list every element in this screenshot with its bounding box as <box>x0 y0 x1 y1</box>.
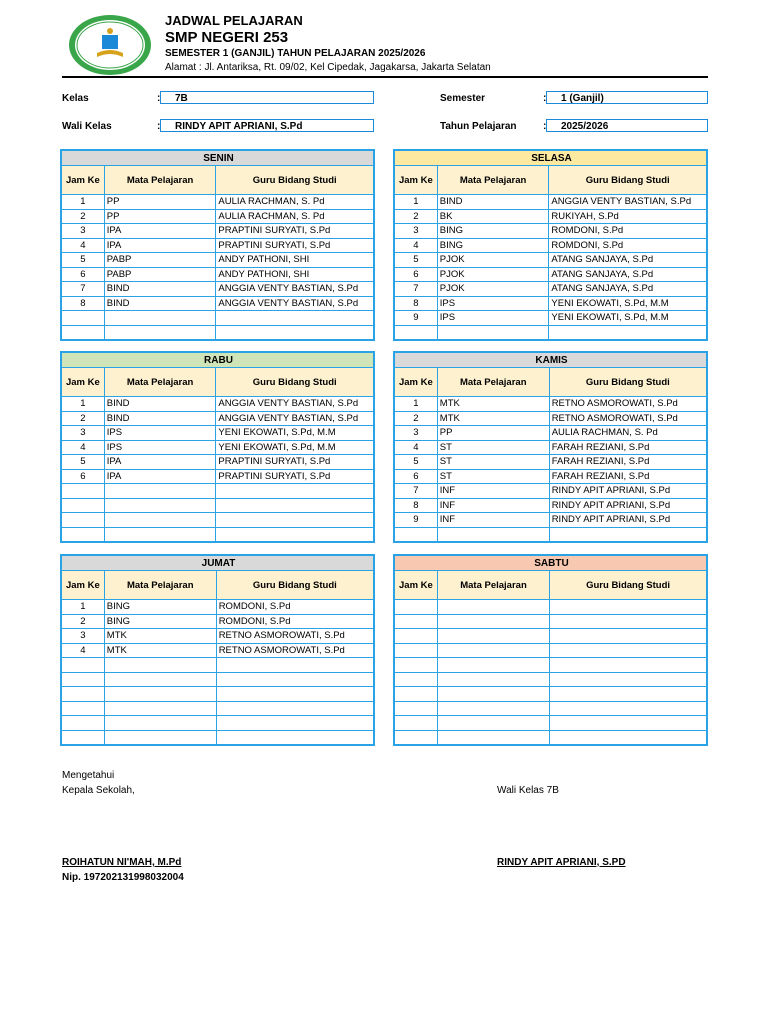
subject-cell: PP <box>104 209 216 224</box>
jam-cell: 3 <box>394 426 437 441</box>
teacher-cell: RINDY APIT APRIANI, S.Pd <box>549 484 707 499</box>
teacher-cell: ROMDONI, S.Pd <box>549 224 707 239</box>
col-mata-pelajaran: Mata Pelajaran <box>104 368 216 397</box>
day-title: SABTU <box>394 555 707 571</box>
colon: : <box>157 121 161 132</box>
subject-cell <box>437 687 549 702</box>
day-title: JUMAT <box>61 555 374 571</box>
table-row <box>61 455 374 470</box>
table-row <box>61 224 374 239</box>
table-row <box>394 311 707 326</box>
tahun-label: Tahun Pelajaran <box>440 121 517 132</box>
teacher-cell <box>550 643 707 658</box>
jam-cell: 1 <box>61 600 104 615</box>
schedule-table-senin <box>60 149 375 341</box>
teacher-cell <box>216 687 374 702</box>
table-row <box>394 253 707 268</box>
table-row <box>61 253 374 268</box>
school-address: Alamat : Jl. Antariksa, Rt. 09/02, Kel Cipedak, Jagakarsa, Jakarta Selatan <box>165 62 491 73</box>
teacher-cell: FARAH REZIANI, S.Pd <box>549 455 707 470</box>
col-guru: Guru Bidang Studi <box>216 571 374 600</box>
table-row <box>394 397 707 412</box>
wali-kelas-text: Wali Kelas 7B <box>497 785 559 796</box>
subject-cell <box>104 325 216 340</box>
table-row <box>394 629 707 644</box>
subject-cell: ST <box>437 440 549 455</box>
jam-cell: 2 <box>394 411 437 426</box>
table-row <box>394 267 707 282</box>
col-jam-ke: Jam Ke <box>61 166 104 195</box>
subject-cell: IPA <box>104 224 216 239</box>
jam-cell: 1 <box>61 195 104 210</box>
table-row <box>61 484 374 499</box>
wali-kelas-value: RINDY APIT APRIANI, S.Pd <box>160 119 374 132</box>
teacher-cell: AULIA RACHMAN, S. Pd <box>549 426 707 441</box>
subject-cell <box>104 484 216 499</box>
jam-cell: 6 <box>394 267 437 282</box>
teacher-cell <box>550 600 707 615</box>
table-row <box>394 469 707 484</box>
jam-cell <box>61 730 104 745</box>
teacher-cell <box>216 311 374 326</box>
jam-cell: 4 <box>394 238 437 253</box>
table-row <box>394 195 707 210</box>
jam-cell: 3 <box>61 426 104 441</box>
table-row <box>61 701 374 716</box>
jam-cell: 8 <box>61 296 104 311</box>
subject-cell <box>437 658 549 673</box>
semester-value: 1 (Ganjil) <box>546 91 708 104</box>
jam-cell <box>61 498 104 513</box>
table-row <box>61 672 374 687</box>
table-row <box>61 397 374 412</box>
jam-cell: 1 <box>394 195 437 210</box>
table-row <box>394 527 707 542</box>
schedule-table-kamis <box>393 351 708 543</box>
teacher-cell: ANGGIA VENTY BASTIAN, S.Pd <box>216 397 374 412</box>
kepala-sekolah-nip: Nip. 197202131998032004 <box>62 872 184 883</box>
teacher-cell: ATANG SANJAYA, S.Pd <box>549 253 707 268</box>
table-row <box>61 325 374 340</box>
subject-cell <box>104 513 216 528</box>
jam-cell: 1 <box>394 397 437 412</box>
teacher-cell: ANGGIA VENTY BASTIAN, S.Pd <box>216 282 374 297</box>
subject-cell: INF <box>437 484 549 499</box>
header-divider <box>62 76 708 78</box>
school-logo <box>67 13 153 77</box>
jam-cell: 5 <box>61 253 104 268</box>
teacher-cell <box>216 325 374 340</box>
teacher-cell: ATANG SANJAYA, S.Pd <box>549 282 707 297</box>
jam-cell <box>61 701 104 716</box>
subject-cell: BING <box>437 238 549 253</box>
subject-cell: MTK <box>104 629 216 644</box>
subject-cell <box>437 643 549 658</box>
table-row <box>394 440 707 455</box>
table-row <box>61 527 374 542</box>
table-row <box>61 687 374 702</box>
teacher-cell <box>550 730 707 745</box>
table-row <box>61 267 374 282</box>
col-guru: Guru Bidang Studi <box>550 571 707 600</box>
jam-cell <box>394 730 437 745</box>
table-row <box>61 238 374 253</box>
table-row <box>61 426 374 441</box>
kelas-label: Kelas <box>62 93 89 104</box>
jam-cell <box>394 643 437 658</box>
teacher-cell: RETNO ASMOROWATI, S.Pd <box>549 397 707 412</box>
teacher-cell <box>216 716 374 731</box>
subject-cell: PABP <box>104 253 216 268</box>
jam-cell: 3 <box>61 224 104 239</box>
jam-cell: 3 <box>61 629 104 644</box>
jam-cell <box>394 658 437 673</box>
jam-cell <box>61 716 104 731</box>
subject-cell: ST <box>437 455 549 470</box>
subject-cell: BIND <box>104 296 216 311</box>
teacher-cell: ANDY PATHONI, SHI <box>216 253 374 268</box>
jam-cell: 6 <box>61 469 104 484</box>
wali-kelas-label: Wali Kelas <box>62 121 112 132</box>
table-row <box>61 498 374 513</box>
teacher-cell: ROMDONI, S.Pd <box>216 614 374 629</box>
subject-cell <box>437 614 549 629</box>
teacher-cell: YENI EKOWATI, S.Pd, M.M <box>549 311 707 326</box>
jam-cell <box>61 311 104 326</box>
table-row <box>61 643 374 658</box>
table-row <box>61 296 374 311</box>
teacher-cell <box>550 658 707 673</box>
teacher-cell: ANGGIA VENTY BASTIAN, S.Pd <box>549 195 707 210</box>
teacher-cell: RINDY APIT APRIANI, S.Pd <box>549 513 707 528</box>
subject-cell <box>104 687 216 702</box>
teacher-cell: AULIA RACHMAN, S. Pd <box>216 195 374 210</box>
teacher-cell: RETNO ASMOROWATI, S.Pd <box>216 643 374 658</box>
subject-cell <box>437 527 549 542</box>
teacher-cell <box>550 701 707 716</box>
schedule-table-jumat <box>60 554 375 746</box>
table-row <box>394 614 707 629</box>
jam-cell <box>61 484 104 499</box>
table-row <box>394 658 707 673</box>
col-mata-pelajaran: Mata Pelajaran <box>437 368 549 397</box>
teacher-cell <box>550 687 707 702</box>
subject-cell: BIND <box>104 282 216 297</box>
subject-cell <box>104 730 216 745</box>
col-guru: Guru Bidang Studi <box>549 166 707 195</box>
table-row <box>61 440 374 455</box>
teacher-cell <box>216 672 374 687</box>
table-row <box>394 484 707 499</box>
jam-cell: 2 <box>394 209 437 224</box>
teacher-cell <box>549 325 707 340</box>
subject-cell: MTK <box>437 397 549 412</box>
mengetahui-text: Mengetahui <box>62 770 115 781</box>
table-row <box>394 513 707 528</box>
table-row <box>61 600 374 615</box>
teacher-cell <box>216 527 374 542</box>
schedule-table-selasa <box>393 149 708 341</box>
table-row <box>394 209 707 224</box>
teacher-cell: PRAPTINI SURYATI, S.Pd <box>216 455 374 470</box>
table-row <box>61 658 374 673</box>
table-row <box>394 426 707 441</box>
subject-cell: INF <box>437 498 549 513</box>
jam-cell: 7 <box>61 282 104 297</box>
colon: : <box>543 121 547 132</box>
subject-cell: PABP <box>104 267 216 282</box>
table-row <box>394 672 707 687</box>
jam-cell: 4 <box>61 238 104 253</box>
colon: : <box>543 93 547 104</box>
jam-cell: 3 <box>394 224 437 239</box>
teacher-cell: ANGGIA VENTY BASTIAN, S.Pd <box>216 296 374 311</box>
subject-cell: IPA <box>104 469 216 484</box>
subject-cell: BING <box>437 224 549 239</box>
semester-label: Semester <box>440 93 486 104</box>
table-row <box>61 513 374 528</box>
schedule-table-rabu <box>60 351 375 543</box>
jam-cell: 8 <box>394 498 437 513</box>
table-row <box>61 629 374 644</box>
table-row <box>394 238 707 253</box>
subject-cell: IPA <box>104 455 216 470</box>
teacher-cell: FARAH REZIANI, S.Pd <box>549 440 707 455</box>
jam-cell: 9 <box>394 513 437 528</box>
subject-cell <box>104 498 216 513</box>
semester-line: SEMESTER 1 (GANJIL) TAHUN PELAJARAN 2025/2026 <box>165 48 426 59</box>
teacher-cell <box>216 658 374 673</box>
jam-cell: 5 <box>394 253 437 268</box>
subject-cell: IPS <box>437 296 549 311</box>
subject-cell <box>437 325 549 340</box>
subject-cell: MTK <box>437 411 549 426</box>
teacher-cell: RUKIYAH, S.Pd <box>549 209 707 224</box>
col-mata-pelajaran: Mata Pelajaran <box>104 166 216 195</box>
col-guru: Guru Bidang Studi <box>549 368 707 397</box>
jam-cell <box>61 513 104 528</box>
teacher-cell: YENI EKOWATI, S.Pd, M.M <box>216 426 374 441</box>
subject-cell: PJOK <box>437 282 549 297</box>
subject-cell <box>437 600 549 615</box>
table-row <box>61 614 374 629</box>
table-row <box>394 282 707 297</box>
jam-cell <box>394 325 437 340</box>
kepala-sekolah-name: ROIHATUN NI'MAH, M.Pd <box>62 857 182 868</box>
teacher-cell: RINDY APIT APRIANI, S.Pd <box>549 498 707 513</box>
table-row <box>61 195 374 210</box>
table-row <box>61 282 374 297</box>
jam-cell <box>394 614 437 629</box>
table-row <box>394 701 707 716</box>
subject-cell: INF <box>437 513 549 528</box>
table-row <box>394 687 707 702</box>
jam-cell: 4 <box>61 440 104 455</box>
teacher-cell: ATANG SANJAYA, S.Pd <box>549 267 707 282</box>
col-mata-pelajaran: Mata Pelajaran <box>104 571 216 600</box>
kelas-value: 7B <box>160 91 374 104</box>
table-row <box>394 455 707 470</box>
jam-cell <box>61 527 104 542</box>
table-row <box>394 325 707 340</box>
table-row <box>394 716 707 731</box>
subject-cell: BING <box>104 614 216 629</box>
subject-cell <box>437 672 549 687</box>
col-guru: Guru Bidang Studi <box>216 368 374 397</box>
table-row <box>61 469 374 484</box>
col-jam-ke: Jam Ke <box>394 571 437 600</box>
col-mata-pelajaran: Mata Pelajaran <box>437 166 549 195</box>
schedule-table-sabtu <box>393 554 708 746</box>
jam-cell <box>394 527 437 542</box>
table-row <box>394 498 707 513</box>
teacher-cell: FARAH REZIANI, S.Pd <box>549 469 707 484</box>
teacher-cell: PRAPTINI SURYATI, S.Pd <box>216 224 374 239</box>
subject-cell: PJOK <box>437 267 549 282</box>
col-jam-ke: Jam Ke <box>394 166 437 195</box>
jam-cell: 9 <box>394 311 437 326</box>
subject-cell <box>104 716 216 731</box>
subject-cell <box>104 658 216 673</box>
teacher-cell: YENI EKOWATI, S.Pd, M.M <box>216 440 374 455</box>
day-title: SELASA <box>394 150 707 166</box>
jam-cell <box>394 672 437 687</box>
col-guru: Guru Bidang Studi <box>216 166 374 195</box>
subject-cell <box>104 527 216 542</box>
jam-cell <box>394 701 437 716</box>
jam-cell: 6 <box>61 267 104 282</box>
jam-cell <box>61 325 104 340</box>
teacher-cell: ROMDONI, S.Pd <box>549 238 707 253</box>
subject-cell: IPS <box>104 440 216 455</box>
jam-cell <box>61 658 104 673</box>
jam-cell: 4 <box>61 643 104 658</box>
subject-cell: PP <box>437 426 549 441</box>
col-jam-ke: Jam Ke <box>394 368 437 397</box>
subject-cell: MTK <box>104 643 216 658</box>
subject-cell: BIND <box>104 411 216 426</box>
document-title: JADWAL PELAJARAN <box>165 13 303 28</box>
table-row <box>394 224 707 239</box>
jam-cell <box>394 600 437 615</box>
subject-cell <box>437 629 549 644</box>
col-jam-ke: Jam Ke <box>61 368 104 397</box>
teacher-cell <box>550 614 707 629</box>
teacher-cell: ROMDONI, S.Pd <box>216 600 374 615</box>
jam-cell: 8 <box>394 296 437 311</box>
table-row <box>394 296 707 311</box>
teacher-cell <box>216 701 374 716</box>
table-row <box>394 730 707 745</box>
col-mata-pelajaran: Mata Pelajaran <box>437 571 549 600</box>
teacher-cell: PRAPTINI SURYATI, S.Pd <box>216 469 374 484</box>
teacher-cell <box>216 730 374 745</box>
jam-cell: 2 <box>61 411 104 426</box>
day-title: SENIN <box>61 150 374 166</box>
subject-cell: IPA <box>104 238 216 253</box>
table-row <box>394 600 707 615</box>
table-row <box>61 311 374 326</box>
teacher-cell <box>550 672 707 687</box>
jam-cell: 5 <box>61 455 104 470</box>
subject-cell: BIND <box>104 397 216 412</box>
jam-cell: 2 <box>61 209 104 224</box>
table-row <box>61 716 374 731</box>
teacher-cell <box>550 629 707 644</box>
subject-cell <box>437 730 549 745</box>
subject-cell: PP <box>104 195 216 210</box>
subject-cell: BING <box>104 600 216 615</box>
teacher-cell: AULIA RACHMAN, S. Pd <box>216 209 374 224</box>
jam-cell: 1 <box>61 397 104 412</box>
subject-cell: IPS <box>437 311 549 326</box>
teacher-cell: RETNO ASMOROWATI, S.Pd <box>216 629 374 644</box>
jam-cell: 7 <box>394 282 437 297</box>
subject-cell <box>104 701 216 716</box>
jam-cell: 6 <box>394 469 437 484</box>
tahun-value: 2025/2026 <box>546 119 708 132</box>
jam-cell: 4 <box>394 440 437 455</box>
teacher-cell: YENI EKOWATI, S.Pd, M.M <box>549 296 707 311</box>
subject-cell <box>104 672 216 687</box>
jam-cell: 7 <box>394 484 437 499</box>
colon: : <box>157 93 161 104</box>
teacher-cell <box>550 716 707 731</box>
teacher-cell: ANDY PATHONI, SHI <box>216 267 374 282</box>
table-row <box>61 209 374 224</box>
teacher-cell <box>216 513 374 528</box>
subject-cell <box>437 716 549 731</box>
teacher-cell: RETNO ASMOROWATI, S.Pd <box>549 411 707 426</box>
table-row <box>394 411 707 426</box>
subject-cell: PJOK <box>437 253 549 268</box>
jam-cell <box>394 716 437 731</box>
jam-cell <box>61 687 104 702</box>
kepala-sekolah-text: Kepala Sekolah, <box>62 785 135 796</box>
jam-cell <box>394 629 437 644</box>
day-title: RABU <box>61 352 374 368</box>
teacher-cell <box>216 484 374 499</box>
subject-cell <box>104 311 216 326</box>
subject-cell <box>437 701 549 716</box>
teacher-cell: PRAPTINI SURYATI, S.Pd <box>216 238 374 253</box>
day-title: KAMIS <box>394 352 707 368</box>
table-row <box>61 730 374 745</box>
table-row <box>61 411 374 426</box>
subject-cell: IPS <box>104 426 216 441</box>
teacher-cell <box>549 527 707 542</box>
subject-cell: BK <box>437 209 549 224</box>
subject-cell: BIND <box>437 195 549 210</box>
school-name: SMP NEGERI 253 <box>165 29 289 46</box>
wali-kelas-name: RINDY APIT APRIANI, S.PD <box>497 857 626 868</box>
col-jam-ke: Jam Ke <box>61 571 104 600</box>
teacher-cell: ANGGIA VENTY BASTIAN, S.Pd <box>216 411 374 426</box>
table-row <box>394 643 707 658</box>
teacher-cell <box>216 498 374 513</box>
jam-cell: 2 <box>61 614 104 629</box>
jam-cell: 5 <box>394 455 437 470</box>
subject-cell: ST <box>437 469 549 484</box>
jam-cell <box>61 672 104 687</box>
jam-cell <box>394 687 437 702</box>
